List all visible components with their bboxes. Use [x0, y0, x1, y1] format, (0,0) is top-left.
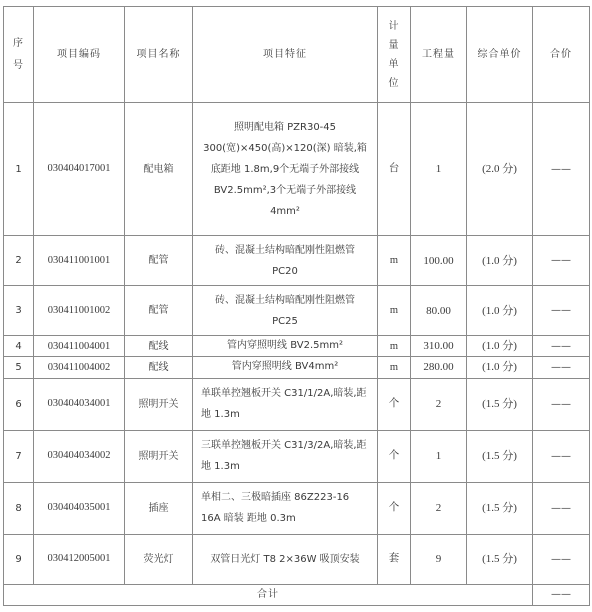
cell-qty: 100.00	[411, 236, 467, 286]
cell-unit: 个	[378, 430, 411, 482]
table-row	[4, 378, 590, 430]
cell-features: 砖、混凝土结构暗配刚性阻燃管 PC20	[193, 236, 378, 286]
cell-seq: 3	[4, 286, 34, 336]
cell-unit: m	[378, 336, 411, 357]
cell-code: 030411001002	[34, 286, 125, 336]
cell-code: 030404034002	[34, 430, 125, 482]
cell-features: 单相二、三极暗插座 86Z223-16 16A 暗装 距地 0.3m	[193, 482, 378, 534]
header-unit-price: 综合单价	[467, 7, 533, 103]
cell-qty: 2	[411, 482, 467, 534]
cell-features: 三联单控翘板开关 C31/3/2A,暗装,距地 1.3m	[193, 430, 378, 482]
cell-code: 030411004001	[34, 336, 125, 357]
cell-qty: 310.00	[411, 336, 467, 357]
cell-unit-price: (1.5 分)	[467, 430, 533, 482]
header-features: 项目特征	[193, 7, 378, 103]
header-name: 项目名称	[125, 7, 193, 103]
header-unit-label: 计量单位	[388, 20, 400, 89]
cell-code: 030404017001	[34, 103, 125, 236]
cell-qty: 9	[411, 534, 467, 584]
cell-unit-price: (1.0 分)	[467, 236, 533, 286]
cell-name: 配管	[125, 236, 193, 286]
cell-seq: 2	[4, 236, 34, 286]
header-total: 合价	[533, 7, 590, 103]
cell-unit: 套	[378, 534, 411, 584]
cell-qty: 1	[411, 103, 467, 236]
cell-qty: 1	[411, 430, 467, 482]
cell-unit: m	[378, 286, 411, 336]
table-row	[4, 103, 590, 236]
cell-unit-price: (1.5 分)	[467, 378, 533, 430]
table-row	[4, 357, 590, 378]
cell-total: ——	[533, 103, 590, 236]
cell-unit: 个	[378, 482, 411, 534]
cell-name: 配管	[125, 286, 193, 336]
cell-total: ——	[533, 430, 590, 482]
cell-unit-price: (1.5 分)	[467, 482, 533, 534]
cell-qty: 2	[411, 378, 467, 430]
cell-total: ——	[533, 378, 590, 430]
cell-name: 配电箱	[125, 103, 193, 236]
cell-qty: 80.00	[411, 286, 467, 336]
cell-features: 双管日光灯 T8 2×36W 吸顶安装	[193, 534, 378, 584]
cell-code: 030411001001	[34, 236, 125, 286]
grand-total: ——	[533, 584, 590, 605]
cell-code: 030404034001	[34, 378, 125, 430]
bill-of-quantities-table	[3, 6, 590, 606]
table-row	[4, 236, 590, 286]
cell-unit-price: (1.0 分)	[467, 357, 533, 378]
table-row	[4, 336, 590, 357]
cell-total: ——	[533, 357, 590, 378]
header-seq-label: 序号	[13, 37, 24, 71]
cell-qty: 280.00	[411, 357, 467, 378]
cell-seq: 1	[4, 103, 34, 236]
cell-code: 030412005001	[34, 534, 125, 584]
header-seq	[4, 7, 34, 103]
total-row	[4, 584, 590, 605]
cell-unit-price: (1.5 分)	[467, 534, 533, 584]
table-row	[4, 430, 590, 482]
cell-seq: 4	[4, 336, 34, 357]
cell-total: ——	[533, 534, 590, 584]
cell-code: 030411004002	[34, 357, 125, 378]
total-label: 合计	[4, 584, 533, 605]
cell-unit-price: (1.0 分)	[467, 336, 533, 357]
cell-name: 插座	[125, 482, 193, 534]
table-row	[4, 482, 590, 534]
cell-seq: 6	[4, 378, 34, 430]
cell-unit: 个	[378, 378, 411, 430]
cell-total: ——	[533, 336, 590, 357]
cell-total: ——	[533, 482, 590, 534]
header-unit	[378, 7, 411, 103]
cell-seq: 9	[4, 534, 34, 584]
cell-unit: m	[378, 357, 411, 378]
header-qty: 工程量	[411, 7, 467, 103]
cell-unit: m	[378, 236, 411, 286]
table-row	[4, 286, 590, 336]
cell-features: 照明配电箱 PZR30-45 300(宽)×450(高)×120(深) 暗装,箱底距地 1.8m,9个无端子外部接线 BV2.5mm²,3个无端子外部接线 4mm²	[193, 103, 378, 236]
cell-features: 单联单控翘板开关 C31/1/2A,暗装,距地 1.3m	[193, 378, 378, 430]
cell-code: 030404035001	[34, 482, 125, 534]
cell-name: 照明开关	[125, 378, 193, 430]
cell-total: ——	[533, 236, 590, 286]
cell-name: 配线	[125, 336, 193, 357]
cell-name: 配线	[125, 357, 193, 378]
cell-features: 管内穿照明线 BV4mm²	[193, 357, 378, 378]
table-row	[4, 534, 590, 584]
cell-total: ——	[533, 286, 590, 336]
header-code: 项目编码	[34, 7, 125, 103]
cell-unit: 台	[378, 103, 411, 236]
header-row	[4, 7, 590, 103]
cell-unit-price: (1.0 分)	[467, 286, 533, 336]
cell-unit-price: (2.0 分)	[467, 103, 533, 236]
cell-features: 砖、混凝土结构暗配刚性阻燃管 PC25	[193, 286, 378, 336]
cell-seq: 7	[4, 430, 34, 482]
cell-seq: 8	[4, 482, 34, 534]
cell-name: 荧光灯	[125, 534, 193, 584]
cell-features: 管内穿照明线 BV2.5mm²	[193, 336, 378, 357]
cell-name: 照明开关	[125, 430, 193, 482]
cell-seq: 5	[4, 357, 34, 378]
